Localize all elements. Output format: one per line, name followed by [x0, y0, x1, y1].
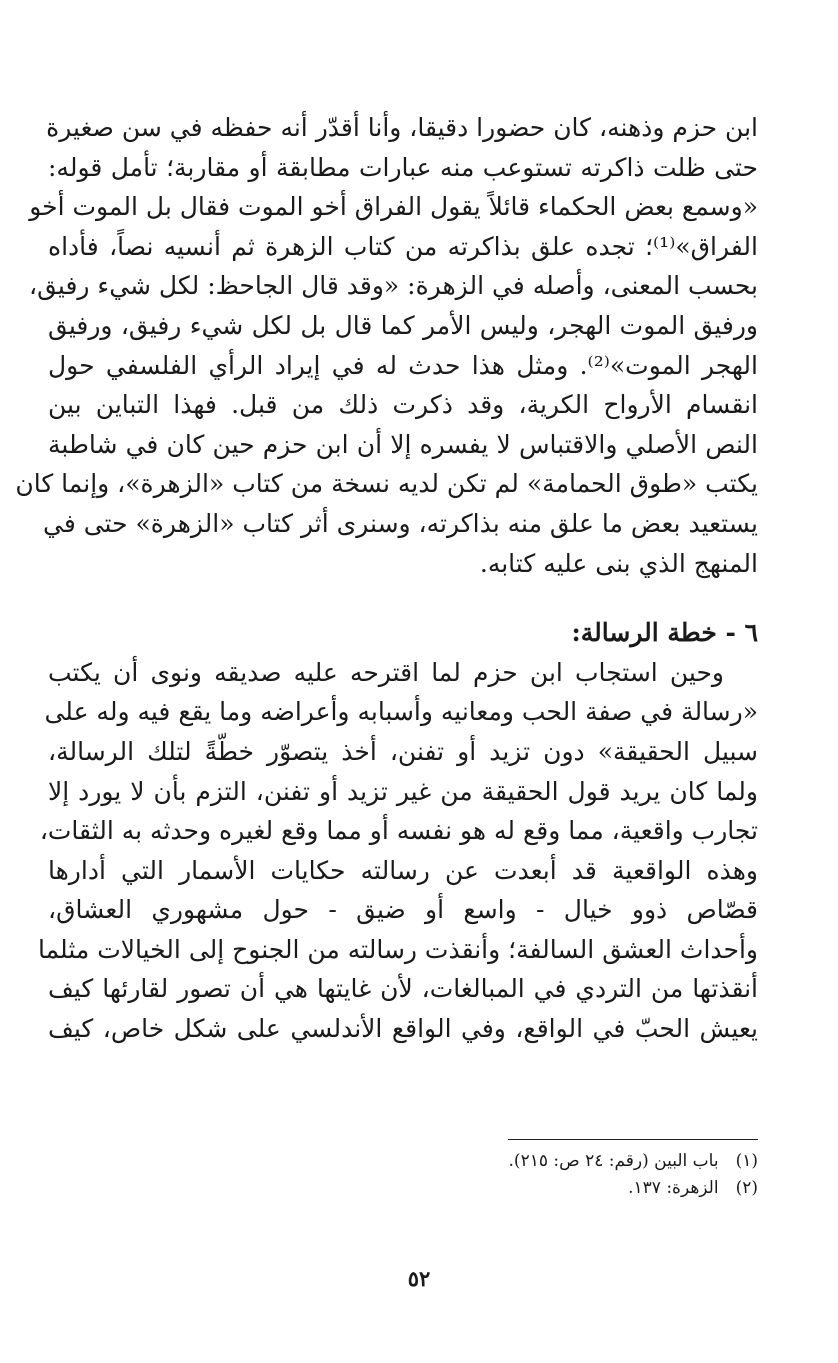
text-line: تجارب واقعية، مما وقع له هو نفسه أو مما وقع لغيره وحدثه به الثقات،: [39, 816, 758, 846]
text-line: النص الأصلي والاقتباس لا يفسره إلا أن ابن حزم حين كان في شاطبة: [48, 429, 758, 459]
paragraph-2: [37, 653, 758, 1049]
text-line: يستعيد بعض ما علق منه بذاكرته، وسنرى أثر كتاب «الزهرة» حتى في: [42, 508, 758, 538]
page-body: [15, 108, 758, 1049]
text-line: «وسمع بعض الحكماء قائلاً يقول الفراق أخو الموت فقال بل الموت أخو: [29, 192, 758, 222]
section-heading: ٦ - خطة الرسالة:: [571, 618, 758, 648]
text-line: المنهج الذي بنى عليه كتابه.: [479, 548, 758, 578]
text-line: ورفيق الموت الهجر، وليس الأمر كما قال بل لكل شيء رفيق، ورفيق: [48, 310, 758, 340]
paragraph-1: [15, 108, 758, 583]
text-line: بحسب المعنى، وأصله في الزهرة: «وقد قال الجاحظ: لكل شيء رفيق،: [29, 271, 758, 301]
text-line: الهجر الموت»⁽²⁾. ومثل هذا حدث له في إيراد الرأي الفلسفي حول: [48, 350, 758, 380]
text-line: وحين استجاب ابن حزم لما اقترحه عليه صديقه ونوى أن يكتب: [48, 657, 724, 687]
text-line: يعيش الحبّ في الواقع، وفي الواقع الأندلسي على شكل خاص، كيف: [48, 1014, 758, 1044]
text-line: ابن حزم وذهنه، كان حضورا دقيقا، وأنا أقدّر أنه حفظه في سن صغيرة: [46, 113, 758, 142]
footnote-2: [358, 1175, 758, 1202]
footnote-number: (١): [735, 1151, 758, 1171]
text-line: ولما كان يريد قول الحقيقة من غير تزيد أو تفنن، التزم بأن لا يورد إلا: [48, 776, 758, 806]
text-line: انقسام الأرواح الكرية، وقد ذكرت ذلك من قبل. فهذا التباين بين: [48, 390, 758, 420]
page-number: ٥٢: [407, 1266, 431, 1291]
text-line: سبيل الحقيقة» دون تزيد أو تفنن، أخذ يتصوّر خطّةً لتلك الرسالة،: [48, 736, 758, 766]
footnote-1: [358, 1148, 758, 1175]
text-line: وأحداث العشق السالفة؛ وأنقذت رسالته من الجنوح إلى الخيالات مثلما: [37, 934, 758, 964]
text-line: حتى ظلت ذاكرته تستوعب منه عبارات مطابقة أو مقاربة؛ تأمل قوله:: [48, 152, 758, 182]
footnote-number: (٢): [735, 1178, 758, 1198]
text-line: قصّاص ذوو خيال - واسع أو ضيق - حول مشهوري العشاق،: [48, 895, 758, 925]
text-line: يكتب «طوق الحمامة» لم تكن لديه نسخة من كتاب «الزهرة»، وإنما كان: [15, 469, 758, 499]
footnote-text: باب البين (رقم: ٢٤ ص: ٢١٥).: [508, 1151, 719, 1171]
text-line: وهذه الواقعية قد أبعدت عن رسالته حكايات الأسمار التي أدارها: [48, 855, 758, 885]
text-line: أنقذتها من التردي في المبالغات، لأن غايتها هي أن تصور لقارئها كيف: [48, 974, 758, 1004]
footnote-text: الزهرة: ١٣٧.: [628, 1178, 719, 1198]
footnotes: [358, 1148, 758, 1202]
footnote-divider: [508, 1139, 758, 1140]
text-line: الفراق»⁽¹⁾؛ تجده علق بذاكرته من كتاب الزهرة ثم أنسيه نصاً، فأداه: [48, 231, 758, 261]
text-line: «رسالة في صفة الحب ومعانيه وأسبابه وأعراضه وما يقع فيه وله على: [44, 697, 758, 727]
